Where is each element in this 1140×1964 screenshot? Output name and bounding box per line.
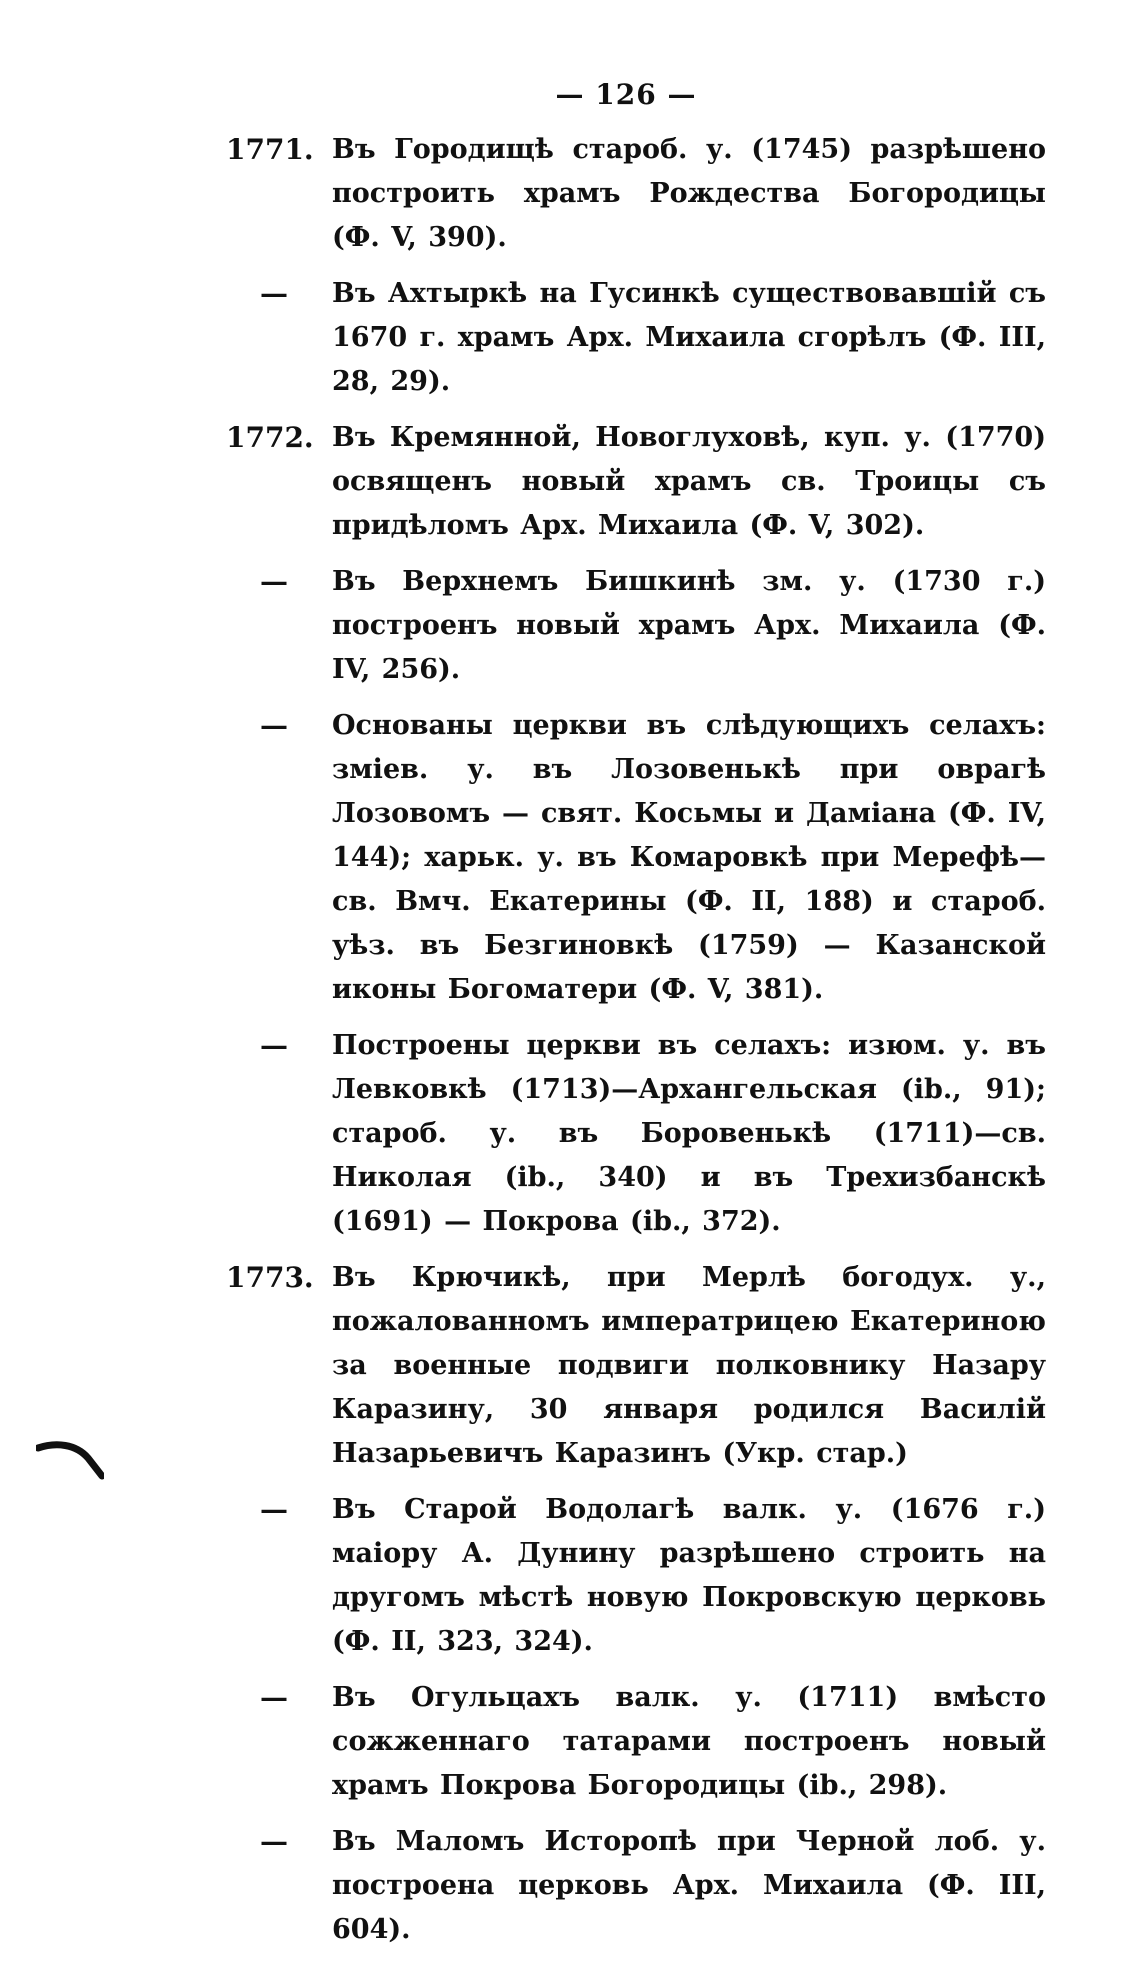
- chronicle-entry: [226, 1676, 1046, 1808]
- chronicle-entry: [226, 1820, 1046, 1952]
- chronicle-entry: [226, 416, 1046, 548]
- margin-stroke-mark: [36, 1436, 104, 1482]
- entry-text: Въ Огульцахъ валк. у. (1711) вмѣсто сожженнаго татарами построенъ новый храмъ Покрова Богородицы (ib., 298).: [332, 1682, 1046, 1801]
- entry-year: 1772.: [226, 421, 314, 454]
- entry-ditto-dash: —: [260, 565, 288, 598]
- chronicle-entry: [226, 128, 1046, 260]
- entry-text: Въ Старой Водолагѣ валк. у. (1676 г.) маіору А. Дунину разрѣшено строить на другомъ мѣстѣ новую Покровскую церковь (Ф. II, 323, 324).: [332, 1494, 1046, 1657]
- entry-text: Въ Маломъ Исторопѣ при Черной лоб. у. построена церковь Арх. Михаила (Ф. III, 604).: [332, 1826, 1046, 1945]
- chronicle-entry: [226, 560, 1046, 692]
- entry-text: Построены церкви въ селахъ: изюм. у. въ Левковкѣ (1713)—Архангельская (ib., 91); староб. у. въ Боровенькѣ (1711)—св. Николая (ib., 340) и въ Трехизбанскѣ (1691) — Покрова (ib., 372).: [332, 1030, 1046, 1237]
- entry-ditto-dash: —: [260, 277, 288, 310]
- chronicle-entry: [226, 1256, 1046, 1476]
- chronicle-entries: [226, 128, 1046, 1964]
- chronicle-entry: [226, 1024, 1046, 1244]
- entry-text: Въ Ахтыркѣ на Гусинкѣ существовавшій съ 1670 г. храмъ Арх. Михаила сгорѣлъ (Ф. III, 28, 29).: [332, 278, 1046, 397]
- entry-text: Въ Городищѣ староб. у. (1745) разрѣшено построить храмъ Рождества Богородицы (Ф. V, 390).: [332, 134, 1046, 253]
- entry-ditto-dash: —: [260, 1825, 288, 1858]
- chronicle-entry: [226, 1488, 1046, 1664]
- entry-text: Въ Кремянной, Новоглуховѣ, куп. у. (1770) освященъ новый храмъ св. Троицы съ придѣломъ Арх. Михаила (Ф. V, 302).: [332, 422, 1046, 541]
- page-number: — 126 —: [555, 78, 697, 111]
- chronicle-entry: [226, 704, 1046, 1012]
- entry-year: 1773.: [226, 1261, 314, 1294]
- entry-year: 1771.: [226, 133, 314, 166]
- entry-ditto-dash: —: [260, 1681, 288, 1714]
- entry-text: Въ Верхнемъ Бишкинѣ зм. у. (1730 г.) построенъ новый храмъ Арх. Михаила (Ф. IV, 256).: [332, 566, 1046, 685]
- entry-text: Въ Крючикѣ, при Мерлѣ богодух. у., пожалованномъ императрицею Екатериною за военные подвиги полковнику Назару Каразину, 30 января родился Василій Назарьевичъ Каразинъ (Укр. стар.): [332, 1262, 1046, 1469]
- chronicle-entry: [226, 272, 1046, 404]
- entry-ditto-dash: —: [260, 709, 288, 742]
- entry-text: Основаны церкви въ слѣдующихъ селахъ: зміев. у. въ Лозовенькѣ при оврагѣ Лозовомъ — свят. Косьмы и Даміана (Ф. IV, 144); харьк. у. въ Комаровкѣ при Мерефѣ—св. Вмч. Екатерины (Ф. II, 188) и староб. уѣз. въ Безгиновкѣ (1759) — Казанской иконы Богоматери (Ф. V, 381).: [332, 710, 1046, 1005]
- entry-ditto-dash: —: [260, 1493, 288, 1526]
- entry-ditto-dash: —: [260, 1029, 288, 1062]
